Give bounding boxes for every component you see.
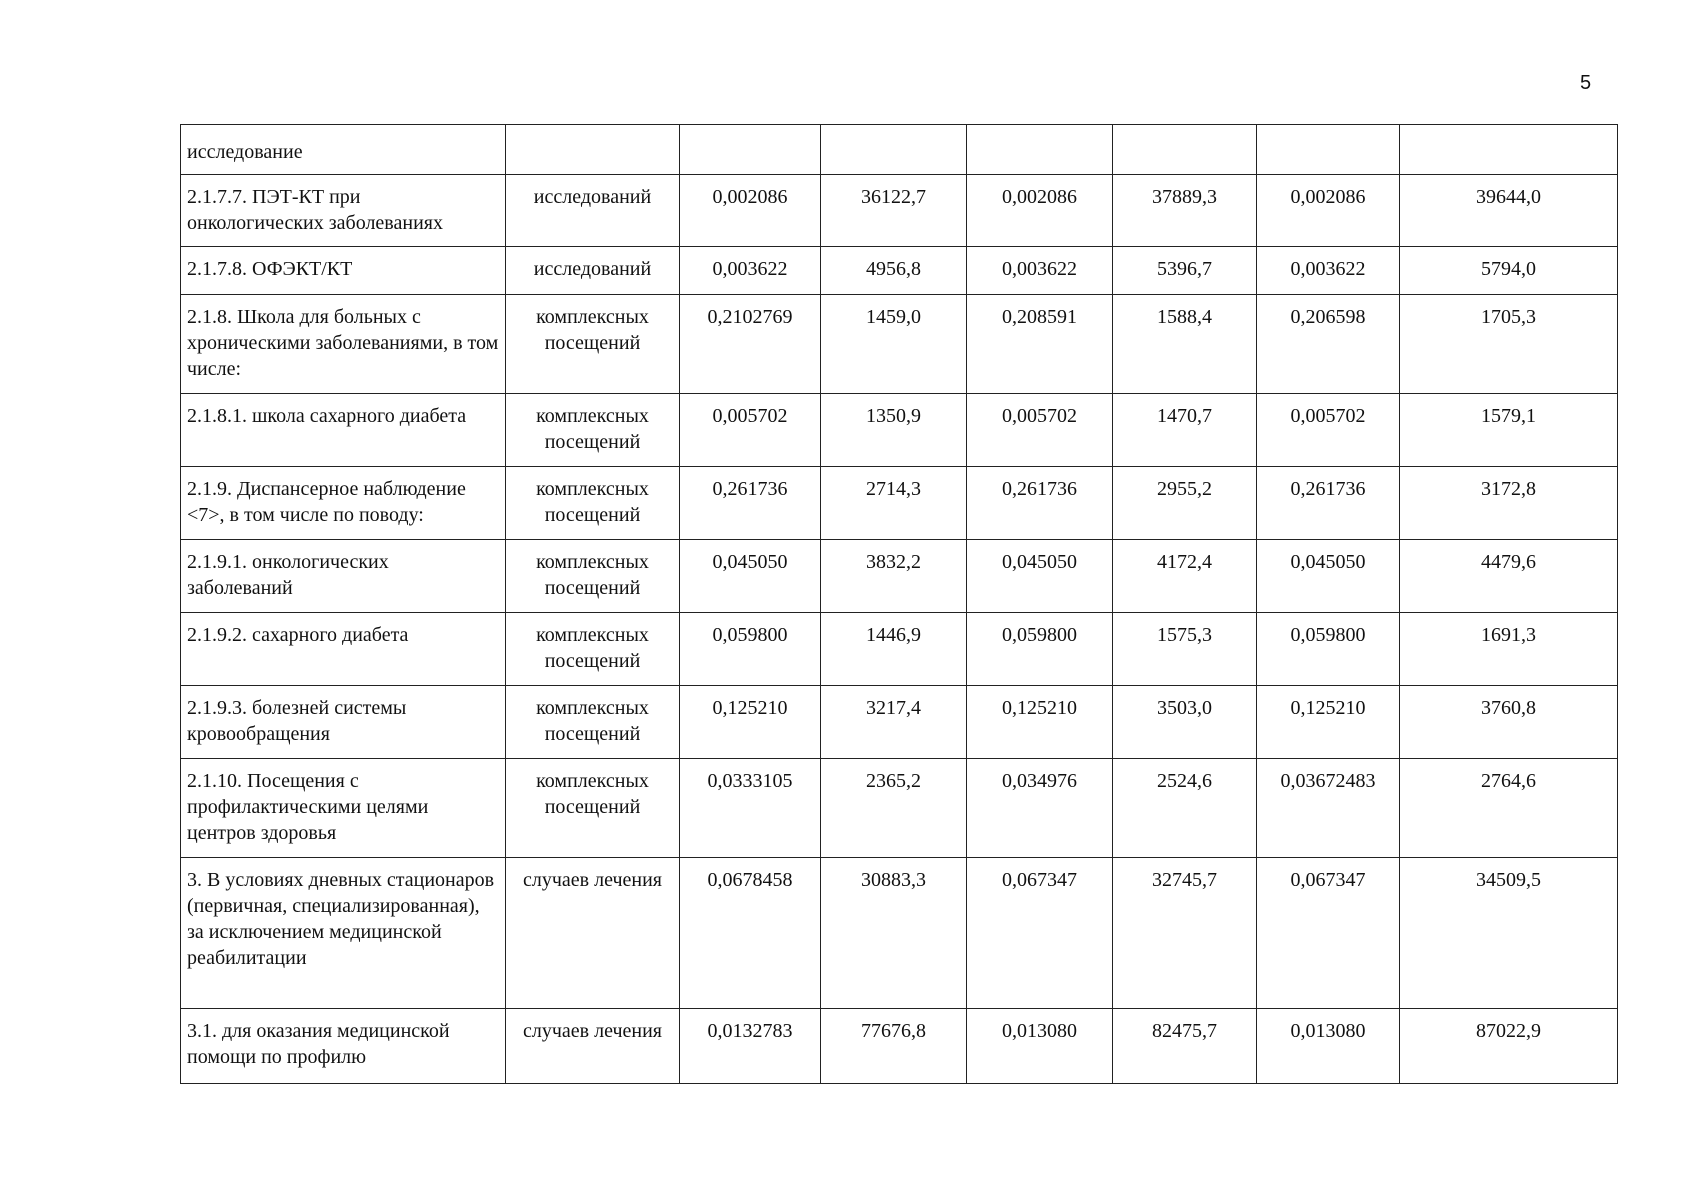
row-value: 30883,3 [821, 858, 967, 1009]
row-value: 4479,6 [1400, 540, 1618, 613]
row-value: 0,013080 [1257, 1009, 1400, 1084]
row-value: 5794,0 [1400, 247, 1618, 295]
row-value: 0,067347 [1257, 858, 1400, 1009]
table-row [181, 125, 1618, 175]
row-name: 2.1.7.8. ОФЭКТ/КТ [181, 247, 506, 295]
table-row [181, 247, 1618, 295]
table-row [181, 1009, 1618, 1084]
row-value: 0,005702 [967, 394, 1113, 467]
row-value: 1579,1 [1400, 394, 1618, 467]
row-value: 0,0678458 [680, 858, 821, 1009]
norms-table [180, 124, 1618, 1084]
row-value: 0,125210 [967, 686, 1113, 759]
row-value [1257, 125, 1400, 175]
row-value: 1691,3 [1400, 613, 1618, 686]
row-value: 1575,3 [1113, 613, 1257, 686]
row-value: 4956,8 [821, 247, 967, 295]
row-name: 2.1.8. Школа для больных с хроническими заболеваниями, в том числе: [181, 295, 506, 394]
row-value: 0,059800 [967, 613, 1113, 686]
row-value: 0,208591 [967, 295, 1113, 394]
row-value: 37889,3 [1113, 175, 1257, 247]
row-value [821, 125, 967, 175]
table-row [181, 394, 1618, 467]
row-value: 1350,9 [821, 394, 967, 467]
row-value: 1459,0 [821, 295, 967, 394]
row-value: 0,03672483 [1257, 759, 1400, 858]
row-value: 3760,8 [1400, 686, 1618, 759]
row-unit: комплексных посещений [506, 759, 680, 858]
row-value: 3217,4 [821, 686, 967, 759]
row-value: 0,125210 [680, 686, 821, 759]
row-name: 2.1.8.1. школа сахарного диабета [181, 394, 506, 467]
row-value: 0,002086 [1257, 175, 1400, 247]
row-value: 0,003622 [967, 247, 1113, 295]
row-value: 0,003622 [680, 247, 821, 295]
row-value: 36122,7 [821, 175, 967, 247]
table-row [181, 858, 1618, 1009]
table-row [181, 295, 1618, 394]
row-value: 0,261736 [1257, 467, 1400, 540]
row-unit: комплексных посещений [506, 613, 680, 686]
row-value: 0,261736 [967, 467, 1113, 540]
row-value: 82475,7 [1113, 1009, 1257, 1084]
row-value: 32745,7 [1113, 858, 1257, 1009]
table-row [181, 686, 1618, 759]
row-name: 2.1.9. Диспансерное наблюдение <7>, в том числе по поводу: [181, 467, 506, 540]
row-value: 77676,8 [821, 1009, 967, 1084]
row-unit: комплексных посещений [506, 394, 680, 467]
row-value: 2365,2 [821, 759, 967, 858]
row-value [1113, 125, 1257, 175]
row-unit: комплексных посещений [506, 467, 680, 540]
row-name: 2.1.7.7. ПЭТ-КТ при онкологических заболеваниях [181, 175, 506, 247]
row-value: 0,067347 [967, 858, 1113, 1009]
row-value: 0,045050 [1257, 540, 1400, 613]
row-unit: случаев лечения [506, 858, 680, 1009]
table-row [181, 759, 1618, 858]
row-unit: случаев лечения [506, 1009, 680, 1084]
row-value: 0,005702 [1257, 394, 1400, 467]
row-unit [506, 125, 680, 175]
row-value: 3172,8 [1400, 467, 1618, 540]
row-value: 0,206598 [1257, 295, 1400, 394]
row-value: 2524,6 [1113, 759, 1257, 858]
row-value: 3503,0 [1113, 686, 1257, 759]
table-row [181, 613, 1618, 686]
row-value: 0,059800 [680, 613, 821, 686]
row-value [680, 125, 821, 175]
row-value [967, 125, 1113, 175]
row-value: 4172,4 [1113, 540, 1257, 613]
row-unit: исследований [506, 247, 680, 295]
page-number: 5 [1580, 72, 1592, 94]
row-value: 1588,4 [1113, 295, 1257, 394]
row-value: 2714,3 [821, 467, 967, 540]
row-name: 2.1.9.3. болезней системы кровообращения [181, 686, 506, 759]
row-value: 0,059800 [1257, 613, 1400, 686]
row-value: 0,002086 [680, 175, 821, 247]
row-value: 2955,2 [1113, 467, 1257, 540]
row-name: 3. В условиях дневных стационаров (первичная, специализированная), за исключением медицинской реабилитации [181, 858, 506, 1009]
row-value: 0,045050 [967, 540, 1113, 613]
table-row [181, 175, 1618, 247]
row-name: 2.1.10. Посещения с профилактическими целями центров здоровья [181, 759, 506, 858]
row-value: 3832,2 [821, 540, 967, 613]
row-value: 0,003622 [1257, 247, 1400, 295]
row-unit: комплексных посещений [506, 295, 680, 394]
row-value: 0,125210 [1257, 686, 1400, 759]
row-value: 0,2102769 [680, 295, 821, 394]
table-row [181, 467, 1618, 540]
row-name: 2.1.9.1. онкологических заболеваний [181, 540, 506, 613]
row-value [1400, 125, 1618, 175]
row-unit: комплексных посещений [506, 540, 680, 613]
row-name: 3.1. для оказания медицинской помощи по профилю [181, 1009, 506, 1084]
row-name: 2.1.9.2. сахарного диабета [181, 613, 506, 686]
row-value: 0,045050 [680, 540, 821, 613]
row-value: 39644,0 [1400, 175, 1618, 247]
row-value: 0,034976 [967, 759, 1113, 858]
row-unit: комплексных посещений [506, 686, 680, 759]
table-row [181, 540, 1618, 613]
row-value: 0,013080 [967, 1009, 1113, 1084]
row-value: 87022,9 [1400, 1009, 1618, 1084]
row-unit: исследований [506, 175, 680, 247]
row-value: 2764,6 [1400, 759, 1618, 858]
row-value: 1705,3 [1400, 295, 1618, 394]
row-value: 1446,9 [821, 613, 967, 686]
row-value: 1470,7 [1113, 394, 1257, 467]
row-value: 34509,5 [1400, 858, 1618, 1009]
row-name: исследование [181, 125, 506, 175]
row-value: 5396,7 [1113, 247, 1257, 295]
row-value: 0,005702 [680, 394, 821, 467]
row-value: 0,261736 [680, 467, 821, 540]
row-value: 0,0132783 [680, 1009, 821, 1084]
row-value: 0,0333105 [680, 759, 821, 858]
row-value: 0,002086 [967, 175, 1113, 247]
